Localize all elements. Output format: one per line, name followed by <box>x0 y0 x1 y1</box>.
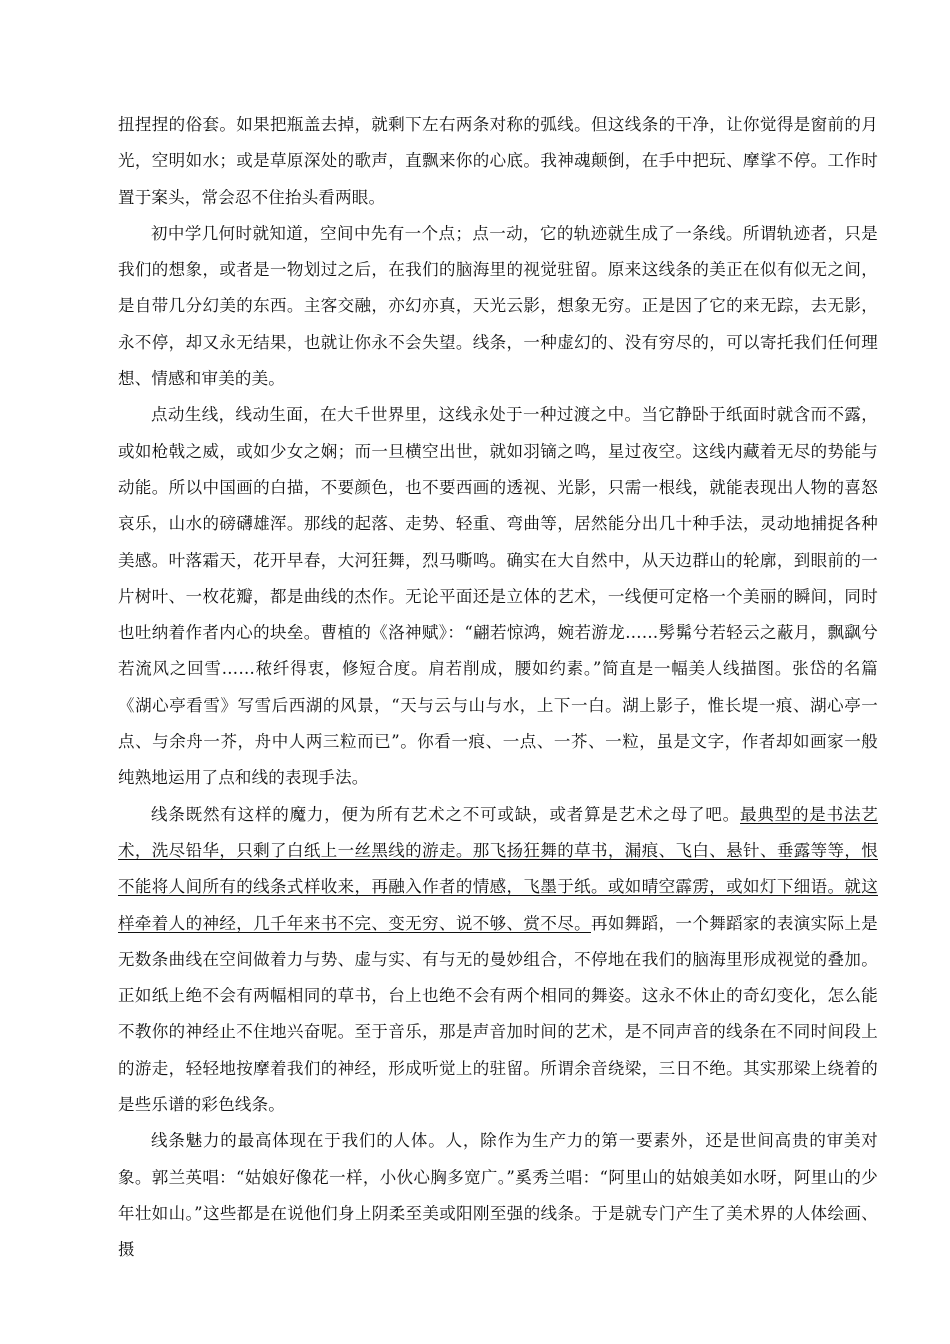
paragraph-text: 线条既然有这样的魔力，便为所有艺术之不可或缺，或者算是艺术之母了吧。 <box>151 804 741 824</box>
paragraph-text: 初中学几何时就知道，空间中先有一个点；点一动，它的轨迹就生成了一条线。所谓轨迹者，只是我们的想象，或者是一物划过之后，在我们的脑海里的视觉驻留。原来这线条的美正在似有似无之间，是自带几分幻美的东西。主客交融，亦幻亦真，天光云影，想象无穷。正是因了它的来无踪，去无影，永不停，却又永无结果，也就让你永不会失望。线条，一种虚幻的、没有穷尽的，可以寄托我们任何理想、情感和审美的美。 <box>118 223 878 389</box>
paragraph-3 <box>118 397 878 796</box>
paragraph-4 <box>118 797 878 1124</box>
paragraph-text: 线条魅力的最高体现在于我们的人体。人，除作为生产力的第一要素外，还是世间高贵的审美对象。郭兰英唱：“姑娘好像花一样，小伙心胸多宽广。”奚秀兰唱：“阿里山的姑娘美如水呀，阿里山的少年壮如山。”这些都是在说他们身上阴柔至美或阳刚至强的线条。于是就专门产生了美术界的人体绘画、摄 <box>118 1131 878 1260</box>
paragraph-5 <box>118 1123 878 1268</box>
paragraph-text: 再如舞蹈，一个舞蹈家的表演实际上是无数条曲线在空间做着力与势、虚与实、有与无的曼妙组合，不停地在我们的脑海里形成视觉的叠加。正如纸上绝不会有两幅相同的草书，台上也绝不会有两个相同的舞姿。这永不休止的奇幻变化，怎么能不教你的神经止不住地兴奋呢。至于音乐，那是声音加时间的艺术，是不同声音的线条在不同时间段上的游走，轻轻地按摩着我们的神经，形成听觉上的驻留。所谓余音绕梁，三日不绝。其实那梁上绕着的是些乐谱的彩色线条。 <box>118 913 878 1115</box>
underlined-passage: 最典型的是书法艺术，洗尽铅华，只剩了白纸上一丝黑线的游走。那飞扬狂舞的草书，漏痕、飞白、悬针、垂露等等，恨不能将人间所有的线条式样收来，再融入作者的情感，飞墨于纸。或如晴空霹雳，或如灯下细语。就这样牵着人的神经，几千年来书不完、变无穷、说不够、赏不尽。 <box>118 804 878 933</box>
paragraph-1 <box>118 107 878 216</box>
paragraph-text: 点动生线，线动生面，在大千世界里，这线永处于一种过渡之中。当它静卧于纸面时就含而不露，或如枪戟之威，或如少女之娴；而一旦横空出世，就如羽镝之鸣，星过夜空。这线内藏着无尽的势能与动能。所以中国画的白描，不要颜色，也不要西画的透视、光影，只需一根线，就能表现出人物的喜怒哀乐，山水的磅礴雄浑。那线的起落、走势、轻重、弯曲等，居然能分出几十种手法，灵动地捕捉各种美感。叶落霜天，花开早春，大河狂舞，烈马嘶鸣。确实在大自然中，从天边群山的轮廓，到眼前的一片树叶、一枚花瓣，都是曲线的杰作。无论平面还是立体的艺术，一线便可定格一个美丽的瞬间，同时也吐纳着作者内心的块垒。曹植的《洛神赋》：“翩若惊鸿，婉若游龙……髣髴兮若轻云之蔽月，飘飖兮若流风之回雪……秾纤得衷，修短合度。肩若削成，腰如约素。”简直是一幅美人线描图。张岱的名篇《湖心亭看雪》写雪后西湖的风景，“天与云与山与水，上下一白。湖上影子，惟长堤一痕、湖心亭一点、与余舟一芥，舟中人两三粒而已”。你看一痕、一点、一芥、一粒，虽是文字，作者却如画家一般纯熟地运用了点和线的表现手法。 <box>118 405 878 788</box>
paragraph-2 <box>118 216 878 397</box>
paragraph-text: 扭捏捏的俗套。如果把瓶盖去掉，就剩下左右两条对称的弧线。但这线条的干净，让你觉得是窗前的月光，空明如水；或是草原深处的歌声，直飘来你的心底。我神魂颠倒，在手中把玩、摩挲不停。工作时置于案头，常会忍不住抬头看两眼。 <box>118 115 878 207</box>
